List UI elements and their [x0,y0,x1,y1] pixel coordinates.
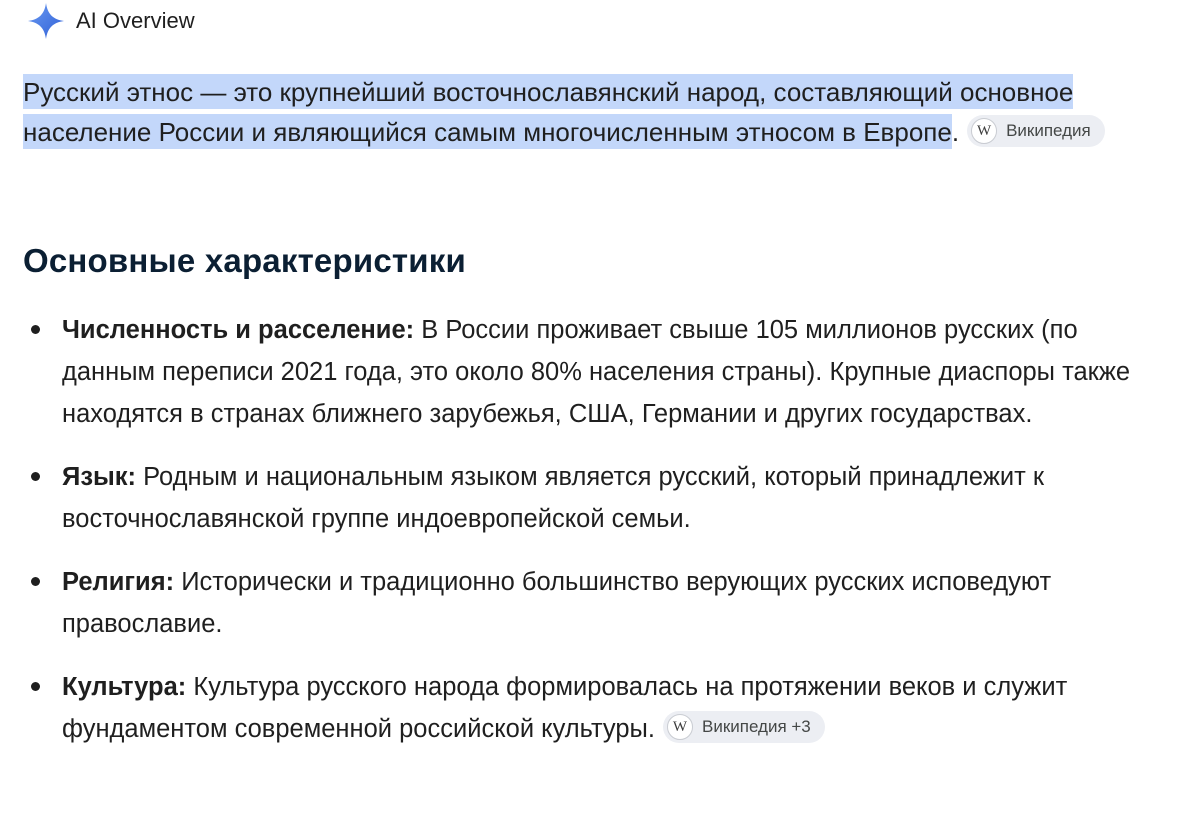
list-item [0,561,1200,645]
wikipedia-icon: W [667,714,693,740]
list-item-term: Религия: [62,568,175,596]
source-chip-wikipedia[interactable] [967,115,1105,147]
source-chip-label: Википедия [1006,121,1091,141]
list-item-text: Исторически и традиционно большинство верующих русских исповедуют православие. [62,568,1052,638]
bullet-dot [31,472,40,481]
bullet-dot [31,325,40,334]
header-title: AI Overview [76,8,195,33]
list-item-text: Культура русского народа формировалась на протяжении веков и служит фундаментом современной российской культуры. [62,673,1068,743]
sparkle-icon [26,1,66,41]
bullet-dot [31,577,40,586]
characteristics-list [0,309,1200,750]
intro-text: Русский этнос — это крупнейший восточнославянский народ, составляющий основное население России и являющийся самым многочисленным этносом в Европе [23,74,1073,149]
list-item-term: Численность и расселение: [62,316,415,344]
list-item-text: В России проживает свыше 105 миллионов русских (по данным переписи 2021 года, это около 80% населения страны). Крупные диаспоры также находятся в странах ближнего зарубежья, США, Германии и других государствах. [62,316,1131,428]
wikipedia-icon: W [971,118,997,144]
intro-paragraph [23,72,1173,152]
ai-overview-header [26,0,195,42]
list-item-term: Культура: [62,673,187,701]
list-item-term: Язык: [62,463,137,491]
source-chip-label: Википедия +3 [701,717,811,737]
list-item [0,666,1200,750]
section-title: Основные характеристики [23,242,466,279]
list-item-text: Родным и национальным языком является русский, который принадлежит к восточнославянской группе индоевропейской семьи. [62,463,1045,533]
list-item [0,309,1200,435]
source-chip-wikipedia-more[interactable] [663,711,825,743]
bullet-dot [31,682,40,691]
list-item [0,456,1200,540]
intro-period: . [951,117,960,147]
